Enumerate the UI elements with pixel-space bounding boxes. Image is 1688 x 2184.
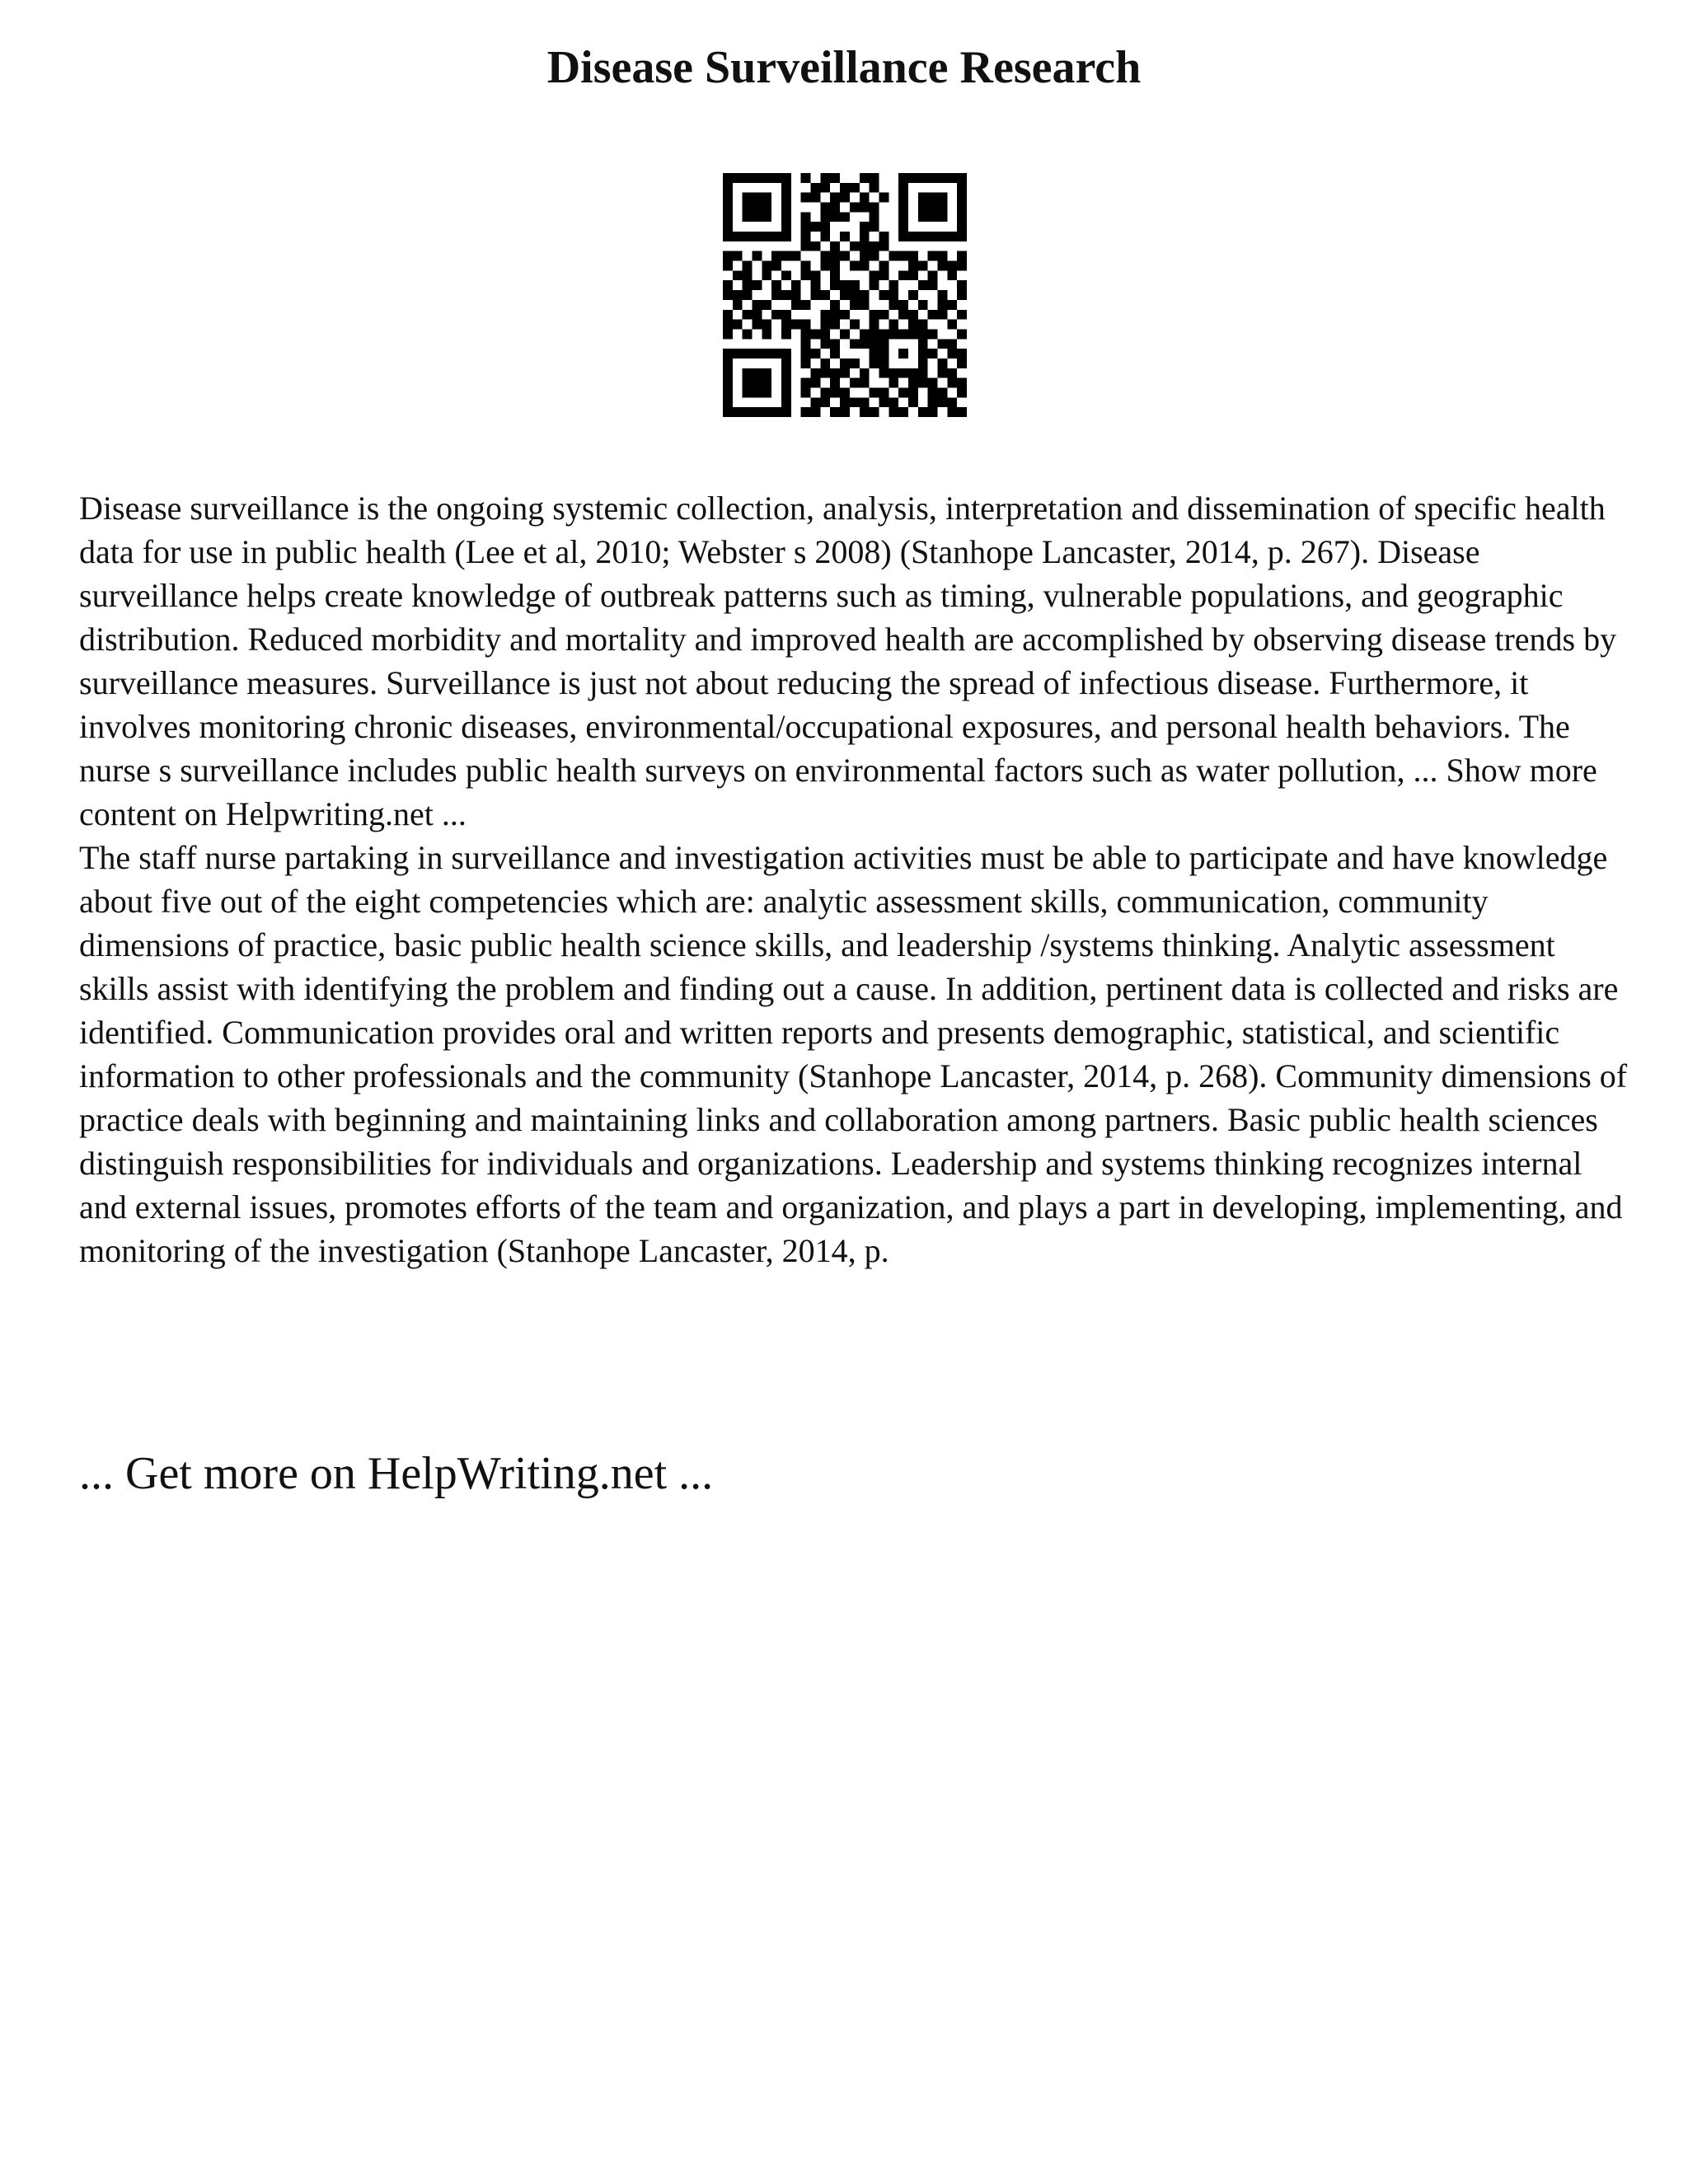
paragraph-2: The staff nurse partaking in surveillance and investigation activities must be able to participate and have knowledge about five out of the eight competencies which are: analytic assessment skills, communication, community dimensions of practice, basic public health science skills, and leadership /systems thinking. Analytic assessment skills assist with identifying the problem and finding out a cause. In addition, pertinent data is collected and risks are identified. Communication provides oral and written reports and presents demographic, statistical, and scientific information to other professionals and the community (Stanhope Lancaster, 2014, p. 268). Community dimensions of practice deals with beginning and maintaining links and collaboration among partners. Basic public health sciences distinguish responsibilities for individuals and organizations. Leadership and systems thinking recognizes internal and external issues, promotes efforts of the team and organization, and plays a part in developing, implementing, and monitoring of the investigation (Stanhope Lancaster, 2014, p. (79, 839, 1628, 1269)
page-title: Disease Surveillance Research (546, 42, 1142, 93)
qr-code-modules (723, 173, 967, 417)
qr-code-icon (723, 173, 967, 417)
article-body (79, 486, 1629, 1272)
get-more-link[interactable]: ... Get more on HelpWriting.net ... (79, 1448, 714, 1499)
paragraph-1: Disease surveillance is the ongoing systemic collection, analysis, interpretation and dissemination of specific health data for use in public health (Lee et al, 2010; Webster s 2008) (Stanhope Lancaster, 2014, p. 267). Disease surveillance helps create knowledge of outbreak patterns such as timing, vulnerable populations, and geographic distribution. Reduced morbidity and mortality and improved health are accomplished by observing disease trends by surveillance measures. Surveillance is just not about reducing the spread of infectious disease. Furthermore, it involves monitoring chronic diseases, environmental/occupational exposures, and personal health behaviors. The nurse s surveillance includes public health surveys on environmental factors such as water pollution, ... Show more content on Helpwriting.net ... (79, 490, 1617, 832)
